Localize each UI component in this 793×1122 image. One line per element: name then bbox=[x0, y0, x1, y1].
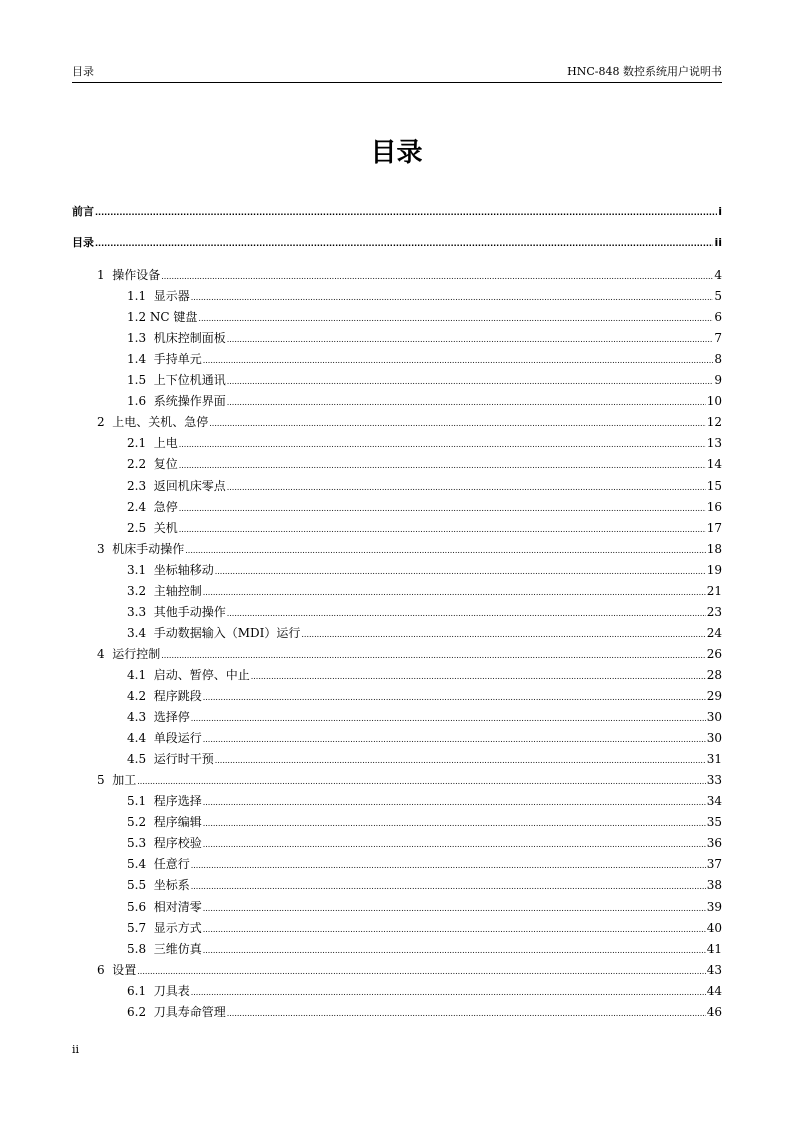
toc-entry[interactable] bbox=[72, 665, 722, 686]
toc-entry-page: 17 bbox=[706, 520, 722, 535]
page-title: 目录 bbox=[370, 138, 423, 168]
toc-entry-label: 4 运行控制 bbox=[97, 646, 161, 661]
toc-entry-label: 6.1 刀具表 bbox=[127, 983, 190, 998]
toc-entry-label: 5.8 三维仿真 bbox=[127, 941, 202, 956]
toc-entry[interactable] bbox=[72, 581, 722, 602]
toc-entry-label: 目录 bbox=[72, 236, 94, 249]
toc-entry-page: 14 bbox=[706, 457, 722, 472]
toc-dot-leader bbox=[191, 855, 706, 876]
toc-entry-label: 5.1 程序选择 bbox=[127, 794, 202, 809]
toc-dot-leader bbox=[203, 919, 706, 940]
toc-entry-page: 34 bbox=[706, 794, 722, 809]
header-section-title: 目录 bbox=[72, 65, 94, 78]
toc-entry-page: 35 bbox=[706, 815, 722, 830]
toc-entry-label: 1.2 NC 键盘 bbox=[127, 310, 198, 325]
toc-entry[interactable] bbox=[72, 412, 722, 433]
toc-entry-label: 5.3 程序校验 bbox=[127, 836, 202, 851]
toc-entry-label: 1.4 手持单元 bbox=[127, 352, 202, 367]
toc-entry-page: 40 bbox=[706, 920, 722, 935]
toc-dot-leader bbox=[198, 308, 713, 329]
toc-dot-leader bbox=[191, 982, 706, 1003]
toc-dot-leader bbox=[161, 645, 705, 666]
toc-entry-page: 9 bbox=[714, 373, 722, 388]
toc-entry-label: 2.2 复位 bbox=[127, 457, 178, 472]
toc-dot-leader bbox=[191, 708, 706, 729]
toc-entry-label: 6 设置 bbox=[97, 962, 137, 977]
toc-entry[interactable] bbox=[72, 370, 722, 391]
toc-entry-page: 30 bbox=[706, 731, 722, 746]
toc-entry-label: 1.1 显示器 bbox=[127, 289, 190, 304]
toc-entry-page: 24 bbox=[706, 625, 722, 640]
toc-entry-page: 38 bbox=[706, 878, 722, 893]
toc-entry-page: 21 bbox=[706, 583, 722, 598]
toc-entry-label: 前言 bbox=[72, 205, 94, 218]
toc-entry[interactable] bbox=[72, 897, 722, 918]
header-document-title: HNC-848 数控系统用户说明书 bbox=[567, 65, 722, 78]
toc-entry-page: 7 bbox=[714, 331, 722, 346]
toc-entry[interactable] bbox=[72, 791, 722, 812]
toc-entry-page: 5 bbox=[714, 289, 722, 304]
toc-entry-page: 12 bbox=[706, 415, 722, 430]
toc-entry[interactable] bbox=[72, 232, 722, 253]
toc-entry-page: 43 bbox=[706, 962, 722, 977]
toc-entry[interactable] bbox=[72, 454, 722, 475]
toc-entry[interactable] bbox=[72, 433, 722, 454]
toc-entry[interactable] bbox=[72, 875, 722, 896]
toc-entry-label: 2 上电、关机、急停 bbox=[97, 415, 209, 430]
toc-entry-label: 4.2 程序跳段 bbox=[127, 689, 202, 703]
toc-entry[interactable] bbox=[72, 960, 722, 981]
toc-entry-page: 15 bbox=[706, 478, 722, 493]
toc-entry-page: 28 bbox=[706, 667, 722, 682]
toc-entry-page: 10 bbox=[706, 394, 722, 409]
toc-entry[interactable] bbox=[72, 728, 722, 749]
toc-dot-leader bbox=[227, 603, 706, 624]
toc-entry-label: 5.2 程序编辑 bbox=[127, 815, 202, 830]
toc-entry[interactable] bbox=[72, 518, 722, 539]
toc-entry[interactable] bbox=[72, 1002, 722, 1023]
toc-entry[interactable] bbox=[72, 539, 722, 560]
toc-entry[interactable] bbox=[72, 812, 722, 833]
toc-dot-leader bbox=[95, 202, 717, 223]
toc-entry[interactable] bbox=[72, 497, 722, 518]
toc-entry[interactable] bbox=[72, 749, 722, 770]
toc-dot-leader bbox=[227, 329, 714, 350]
toc-entry-label: 3 机床手动操作 bbox=[97, 541, 185, 556]
toc-entry-page: 23 bbox=[706, 604, 722, 619]
toc-entry[interactable] bbox=[72, 623, 722, 644]
toc-dot-leader bbox=[191, 287, 714, 308]
toc-entry-label: 1 操作设备 bbox=[97, 268, 161, 282]
toc-entry-label: 3.3 其他手动操作 bbox=[127, 604, 226, 619]
toc-entry-label: 2.4 急停 bbox=[127, 499, 178, 514]
toc-dot-leader bbox=[191, 876, 706, 897]
toc-entry[interactable] bbox=[72, 918, 722, 939]
toc-entry-label: 4.3 选择停 bbox=[127, 710, 190, 725]
toc-dot-leader bbox=[227, 371, 714, 392]
toc-dot-leader bbox=[161, 266, 713, 287]
toc-entry-label: 2.1 上电 bbox=[127, 436, 178, 451]
toc-entry-page: 39 bbox=[706, 899, 722, 914]
toc-entry-page: 44 bbox=[706, 983, 722, 998]
toc-dot-leader bbox=[137, 771, 705, 792]
toc-entry-label: 4.5 运行时干预 bbox=[127, 752, 214, 767]
toc-entry[interactable] bbox=[72, 854, 722, 875]
toc-entry[interactable] bbox=[72, 349, 722, 370]
toc-entry-label: 1.5 上下位机通讯 bbox=[127, 373, 226, 388]
toc-entry-page: ii bbox=[714, 236, 722, 249]
toc-entry[interactable] bbox=[72, 476, 722, 497]
toc-dot-leader bbox=[179, 434, 706, 455]
toc-entry-label: 1.6 系统操作界面 bbox=[127, 394, 226, 409]
toc-entry-label: 3.4 手动数据输入（MDI）运行 bbox=[127, 625, 301, 640]
toc-entry-label: 4.1 启动、暂停、中止 bbox=[127, 667, 250, 682]
toc-dot-leader bbox=[227, 1003, 706, 1024]
toc-entry-page: 13 bbox=[706, 436, 722, 451]
page-number: ii bbox=[72, 1043, 80, 1056]
toc-entry-page: 36 bbox=[706, 836, 722, 851]
toc-dot-leader bbox=[203, 834, 706, 855]
toc-dot-leader bbox=[203, 350, 714, 371]
toc-dot-leader bbox=[179, 498, 706, 519]
toc-dot-leader bbox=[215, 750, 706, 771]
toc-dot-leader bbox=[203, 582, 706, 603]
toc-dot-leader bbox=[203, 792, 706, 813]
toc-entry-label: 2.5 关机 bbox=[127, 520, 178, 535]
toc-dot-leader bbox=[179, 519, 706, 540]
toc-dot-leader bbox=[185, 540, 705, 561]
toc-entry-page: 16 bbox=[706, 499, 722, 514]
toc-dot-leader bbox=[203, 687, 706, 708]
toc-entry[interactable] bbox=[72, 201, 722, 222]
toc-entry[interactable] bbox=[72, 391, 722, 412]
toc-entry[interactable] bbox=[72, 981, 722, 1002]
toc-entry[interactable] bbox=[72, 833, 722, 854]
toc-entry-page: i bbox=[718, 205, 722, 218]
toc-entry-label: 5 加工 bbox=[97, 773, 137, 788]
toc-entry-page: 37 bbox=[706, 857, 722, 872]
toc-entry-page: 4 bbox=[714, 268, 722, 282]
toc-entry-label: 5.6 相对清零 bbox=[127, 899, 202, 914]
toc-entry-page: 33 bbox=[706, 773, 722, 788]
toc-entry-page: 41 bbox=[706, 941, 722, 956]
toc-entry[interactable] bbox=[72, 560, 722, 581]
toc-dot-leader bbox=[203, 940, 706, 961]
toc-dot-leader bbox=[203, 813, 706, 834]
toc-dot-leader bbox=[215, 561, 706, 582]
toc-entry-page: 46 bbox=[706, 1004, 722, 1019]
toc-entry-label: 2.3 返回机床零点 bbox=[127, 478, 226, 493]
toc-entry-page: 31 bbox=[706, 752, 722, 767]
toc-dot-leader bbox=[137, 961, 705, 982]
toc-entry[interactable] bbox=[72, 770, 722, 791]
toc-entry[interactable] bbox=[72, 265, 722, 286]
toc-entry[interactable] bbox=[72, 644, 722, 665]
toc-entry[interactable] bbox=[72, 286, 722, 307]
toc-entry-page: 26 bbox=[706, 646, 722, 661]
toc-entry[interactable] bbox=[72, 686, 722, 707]
toc-entry[interactable] bbox=[72, 328, 722, 349]
toc-dot-leader bbox=[251, 666, 706, 687]
toc-entry-page: 30 bbox=[706, 710, 722, 725]
toc-dot-leader bbox=[179, 455, 706, 476]
toc-entry-label: 5.4 任意行 bbox=[127, 857, 190, 872]
toc-entry-label: 5.7 显示方式 bbox=[127, 920, 202, 935]
toc-entry[interactable] bbox=[72, 602, 722, 623]
toc-dot-leader bbox=[203, 898, 706, 919]
toc-entry[interactable] bbox=[72, 707, 722, 728]
toc-entry-label: 5.5 坐标系 bbox=[127, 878, 190, 893]
toc-entry-page: 18 bbox=[706, 541, 722, 556]
toc-entry-label: 3.1 坐标轴移动 bbox=[127, 562, 214, 577]
toc-entry-page: 8 bbox=[714, 352, 722, 367]
toc-entry-page: 29 bbox=[706, 689, 722, 703]
toc-entry-page: 6 bbox=[714, 310, 722, 325]
page-header bbox=[72, 64, 722, 83]
toc-entry[interactable] bbox=[72, 939, 722, 960]
toc-entry-page: 19 bbox=[706, 562, 722, 577]
toc-dot-leader bbox=[203, 729, 706, 750]
toc-dot-leader bbox=[95, 233, 713, 254]
toc-entry-label: 4.4 单段运行 bbox=[127, 731, 202, 746]
toc-entry-label: 6.2 刀具寿命管理 bbox=[127, 1004, 226, 1019]
toc-dot-leader bbox=[227, 392, 706, 413]
toc-dot-leader bbox=[209, 413, 705, 434]
toc-entry-label: 1.3 机床控制面板 bbox=[127, 331, 226, 346]
toc-entry[interactable] bbox=[72, 307, 722, 328]
toc-entry-label: 3.2 主轴控制 bbox=[127, 583, 202, 598]
toc-dot-leader bbox=[227, 477, 706, 498]
toc-dot-leader bbox=[301, 624, 705, 645]
